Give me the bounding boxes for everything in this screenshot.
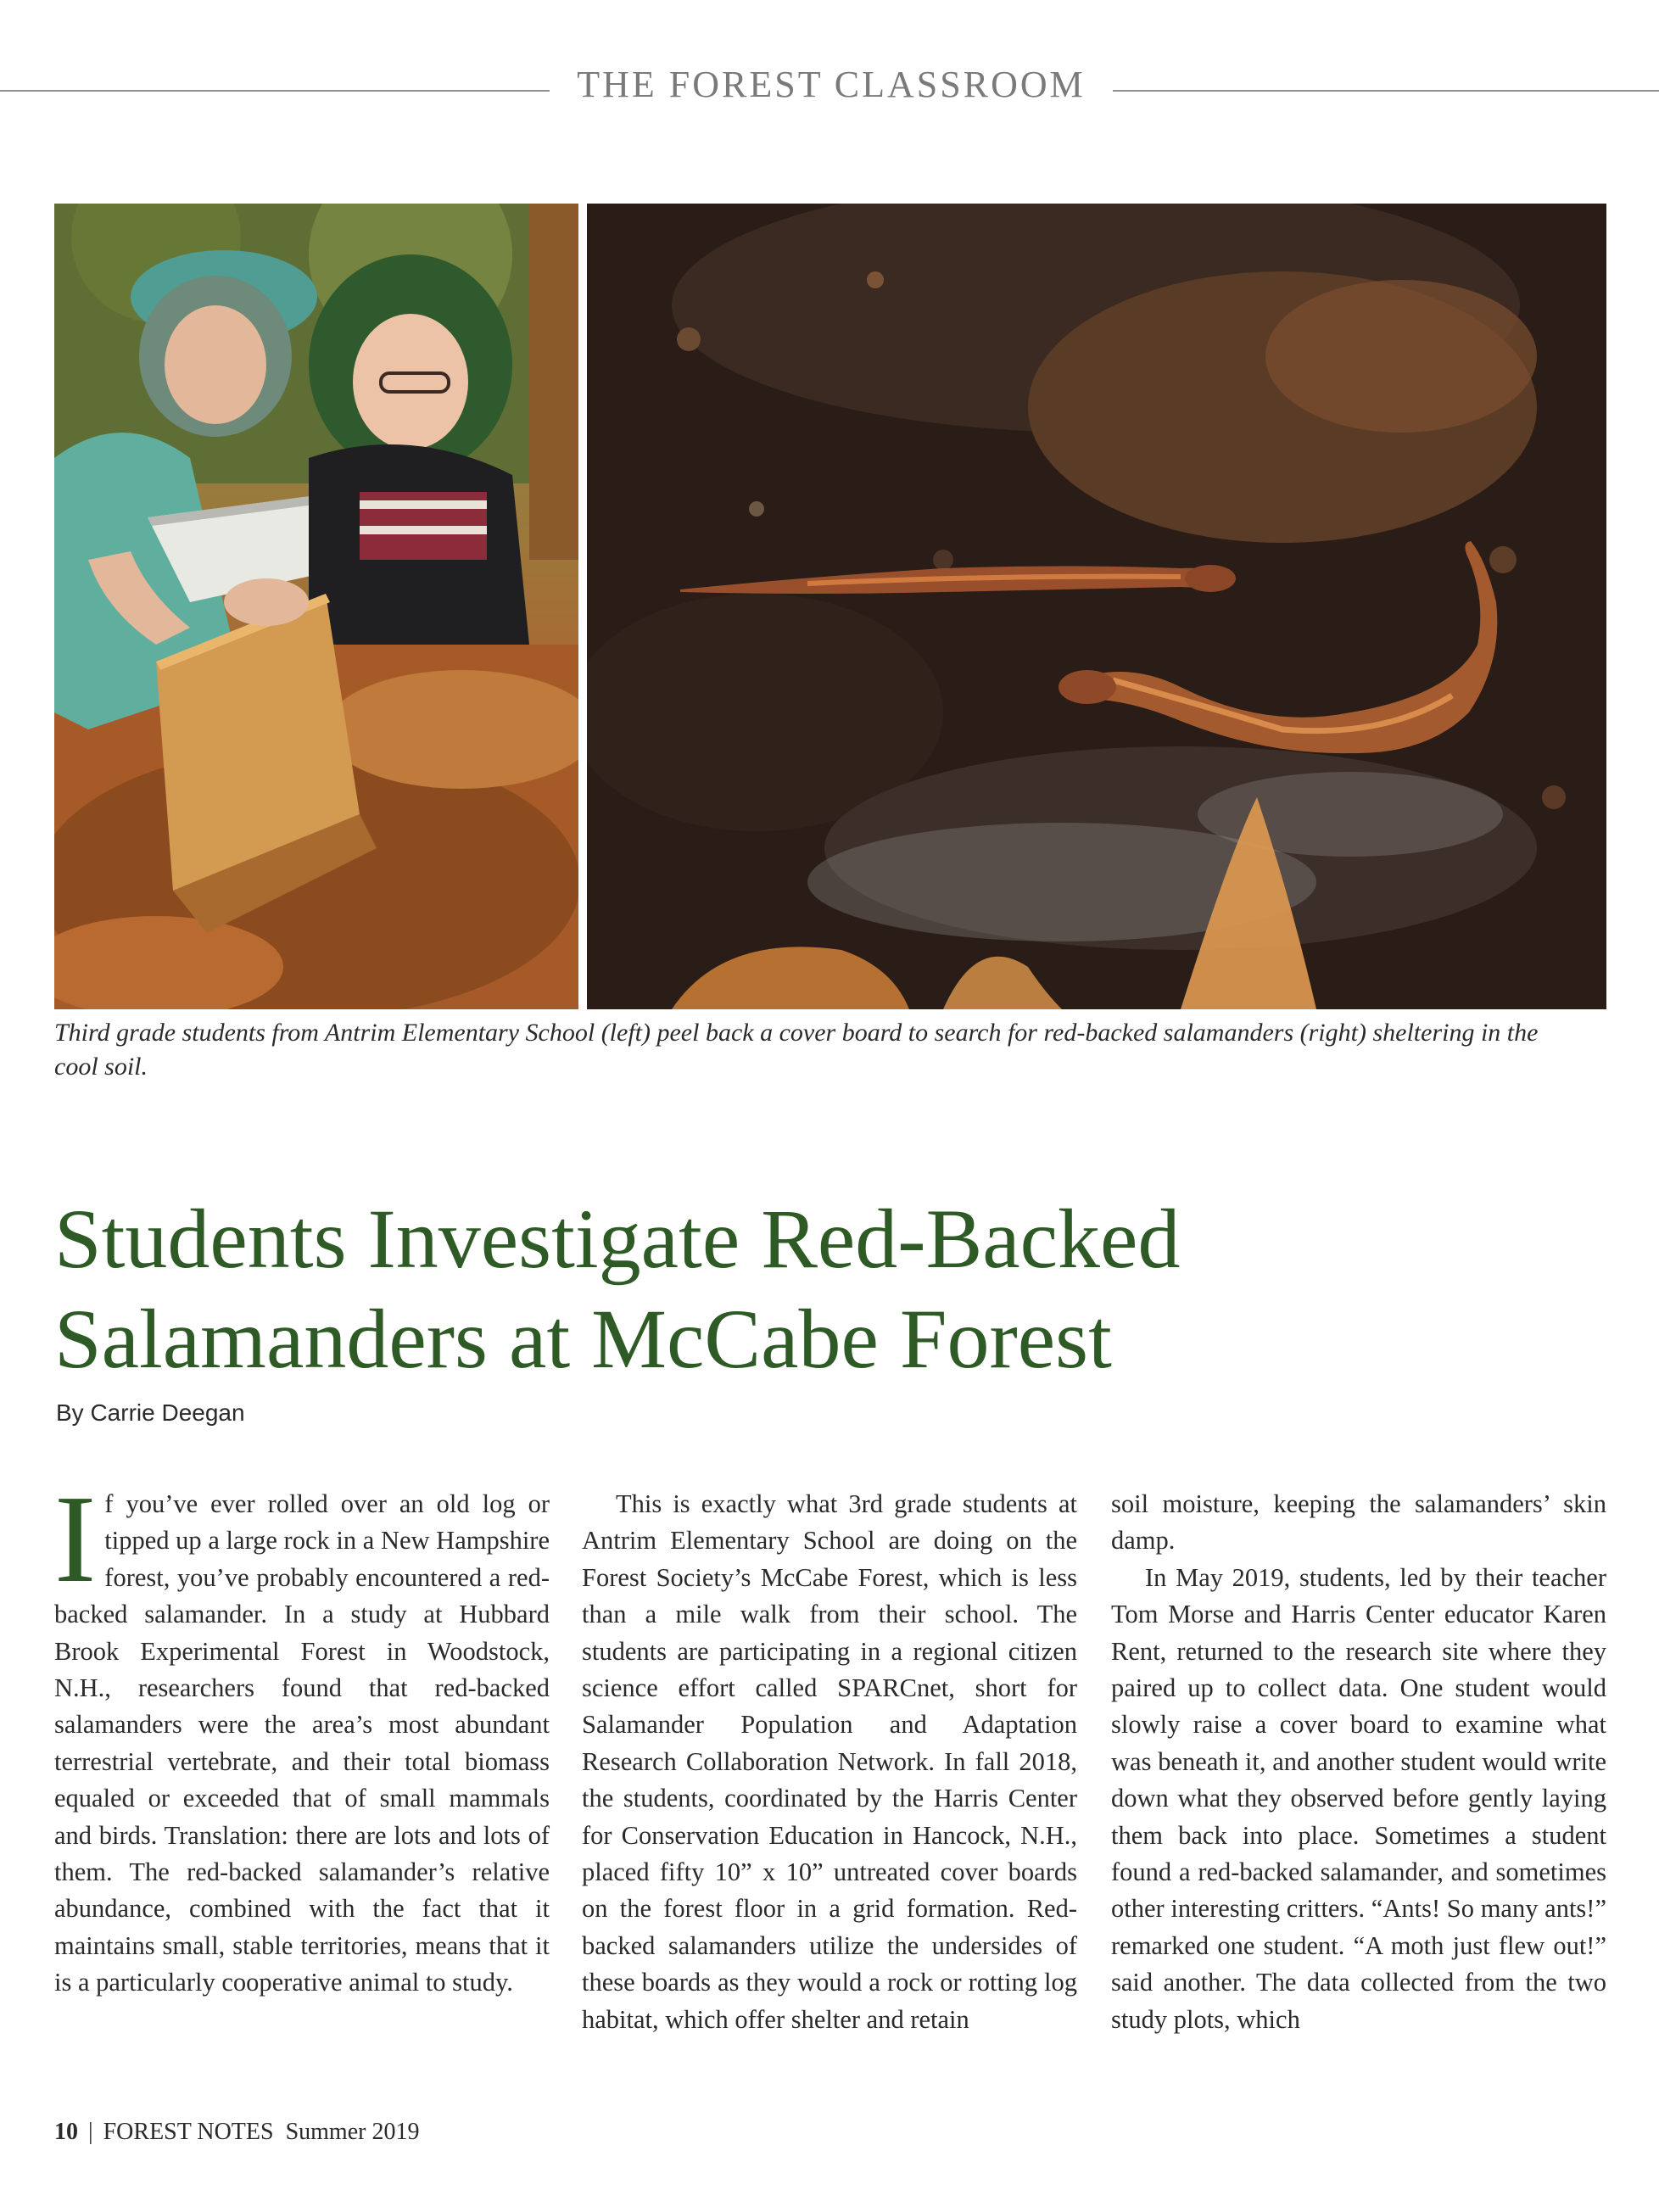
column-1-paragraph [54, 1470, 550, 2002]
column-1-text: f you’ve ever rolled over an old log or tipped up a large rock in a New Hampshire forest, you’ve probably encountered a red-backed salamander. In a study at Hubbard Brook Experimental Forest in Woodstock, N.H., researchers found that red-backed salamanders were the area’s most abundant terrestrial vertebrate, and their total biomass equaled or exceeded that of small mammals and birds. Translation: there are lots and lots of them. The red-backed salamander’s relative abundance, combined with the fact that it maintains small, stable territories, means that it is a particularly cooperative animal to study. [54, 1489, 550, 1997]
salamanders-photo [587, 204, 1606, 1009]
salamanders-illustration [587, 204, 1606, 1009]
students-photo [54, 204, 578, 1009]
article-column-2 [582, 1486, 1077, 2038]
photo-caption: Third grade students from Antrim Elementary School (left) peel back a cover board to search for red-backed salamanders (right) sheltering in the cool soil. [54, 1019, 1539, 1081]
page-number: 10 [54, 2119, 78, 2145]
column-3-paragraph-2: In May 2019, students, led by their teacher Tom Morse and Harris Center educator Karen Rent, returned to the research site where they paired up to collect data. One student would slowly raise a cover board to examine what was beneath it, and another student would write down what they observed before gently laying them back into place. Sometimes a student found a red-backed salamander, and sometimes other interesting critters. “Ants! So many ants!” remarked one student. “A moth just flew out!” said another. The data collected from the two study plots, which [1111, 1562, 1606, 2034]
students-illustration [54, 204, 578, 1009]
byline: By Carrie Deegan [56, 1399, 245, 1426]
drop-cap: I [54, 1470, 97, 1609]
header-rule-right [1113, 90, 1659, 92]
section-header [0, 59, 1659, 110]
article-title-line-1: Students Investigate Red-Backed [54, 1192, 1181, 1286]
page-footer [54, 2117, 419, 2148]
column-3-paragraph-1: soil moisture, keeping the salamanders’ skin damp. [1111, 1489, 1606, 1556]
article-title [54, 1189, 1581, 1389]
footer-separator: | [88, 2119, 93, 2145]
header-rule-left [0, 90, 550, 92]
article-title-line-2: Salamanders at McCabe Forest [54, 1292, 1112, 1386]
section-label: THE FOREST CLASSROOM [577, 64, 1086, 105]
column-2-paragraph: This is exactly what 3rd grade students at Antrim Elementary School are doing on the Forest Society’s McCabe Forest, which is less than a mile walk from their school. The students are participating in a regional citizen science effort called SPARCnet, short for Salamander Population and Adaptation Research Collaboration Network. In fall 2018, the students, coordinated by the Harris Center for Conservation Education in Hancock, N.H., placed fifty 10” x 10” untreated cover boards on the forest floor in a grid formation. Red-backed salamanders utilize the undersides of these boards as they would a rock or rotting log habitat, which offer shelter and retain [582, 1489, 1077, 2034]
issue-label: Summer 2019 [285, 2119, 420, 2145]
article-column-3 [1111, 1486, 1606, 2038]
publication-name: FOREST NOTES [103, 2119, 274, 2145]
article-column-1 [54, 1470, 550, 2002]
